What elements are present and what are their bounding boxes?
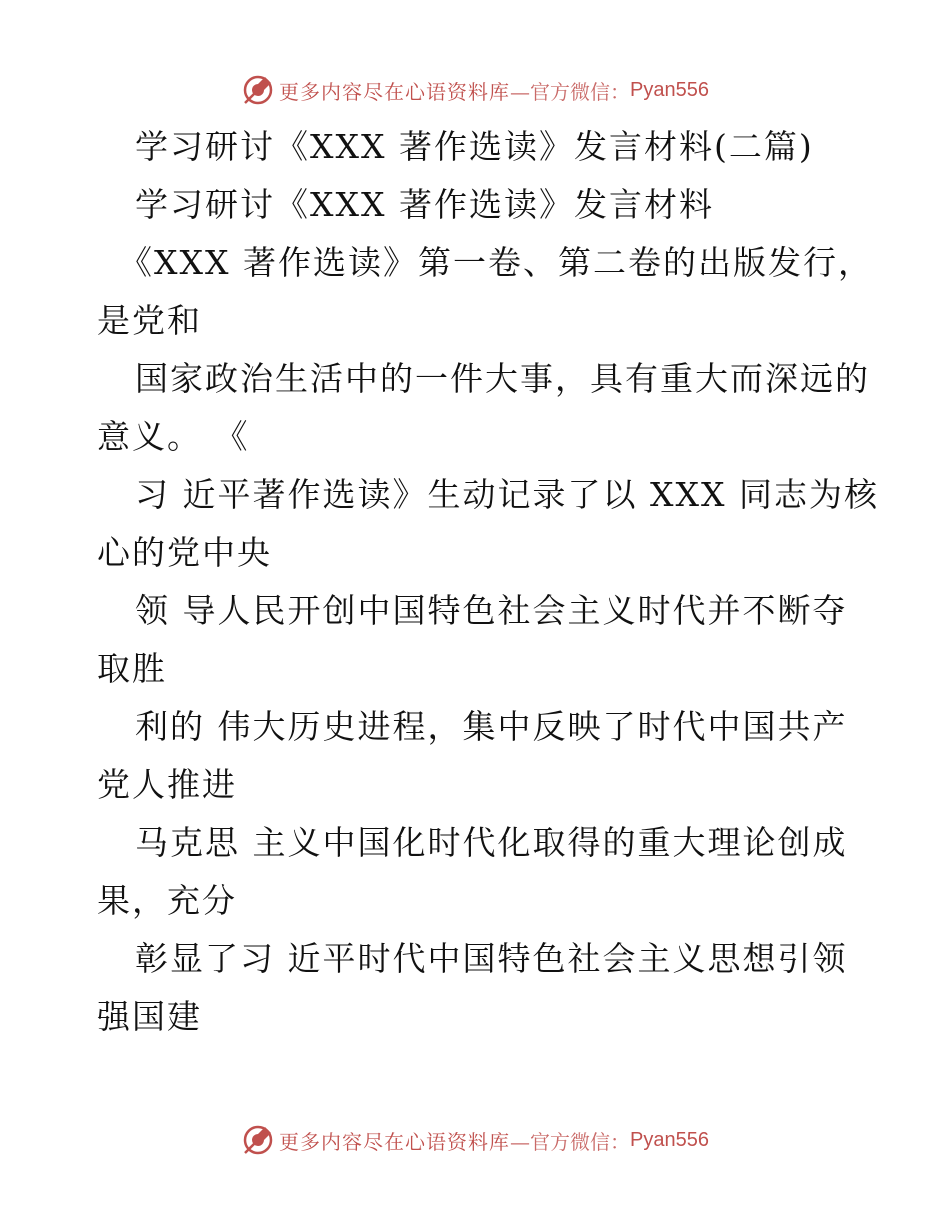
document-title: 学习研讨《XXX 著作选读》发言材料(二篇) xyxy=(135,127,814,166)
paragraph-line: 《XXX 著作选读》第一卷、第二卷的出版发行， xyxy=(119,243,873,282)
header-watermark xyxy=(0,70,950,110)
paragraph-line: 强国建 xyxy=(97,997,202,1036)
paragraph-line: 意义。 《 xyxy=(97,417,250,456)
watermark-text: 更多内容尽在心语资料库 xyxy=(279,1129,511,1154)
paragraph-line: 国家政治生活中的一件大事，具有重大而深远的 xyxy=(135,359,870,398)
paragraph-line: 马克思 主义中国化时代化取得的重大理论创成 xyxy=(135,823,848,862)
paragraph-line: 利的 伟大历史进程，集中反映了时代中国共产 xyxy=(135,707,848,746)
watermark-account: Pyan556 xyxy=(630,1128,709,1151)
paragraph-line: 习 近平著作选读》生动记录了以 XXX 同志为核 xyxy=(135,475,879,514)
paragraph-line: 彰显了习 近平时代中国特色社会主义思想引领 xyxy=(135,939,848,978)
paragraph-line: 领 导人民开创中国特色社会主义时代并不断夺 xyxy=(135,591,848,630)
footer-watermark xyxy=(0,1120,950,1160)
document-body xyxy=(97,118,879,1046)
watermark-separator: —官方微信： xyxy=(510,79,631,104)
watermark-text: 更多内容尽在心语资料库 xyxy=(279,79,511,104)
watermark-separator: —官方微信： xyxy=(510,1129,631,1154)
pen-logo-icon xyxy=(241,1123,275,1157)
paragraph-line: 果，充分 xyxy=(97,881,237,920)
pen-logo-icon xyxy=(241,73,275,107)
watermark-account: Pyan556 xyxy=(630,78,709,101)
paragraph-line: 取胜 xyxy=(97,649,167,688)
document-subtitle: 学习研讨《XXX 著作选读》发言材料 xyxy=(135,185,714,224)
paragraph-line: 是党和 xyxy=(97,301,202,340)
paragraph-line: 党人推进 xyxy=(97,765,237,804)
paragraph-line: 心的党中央 xyxy=(97,533,272,572)
